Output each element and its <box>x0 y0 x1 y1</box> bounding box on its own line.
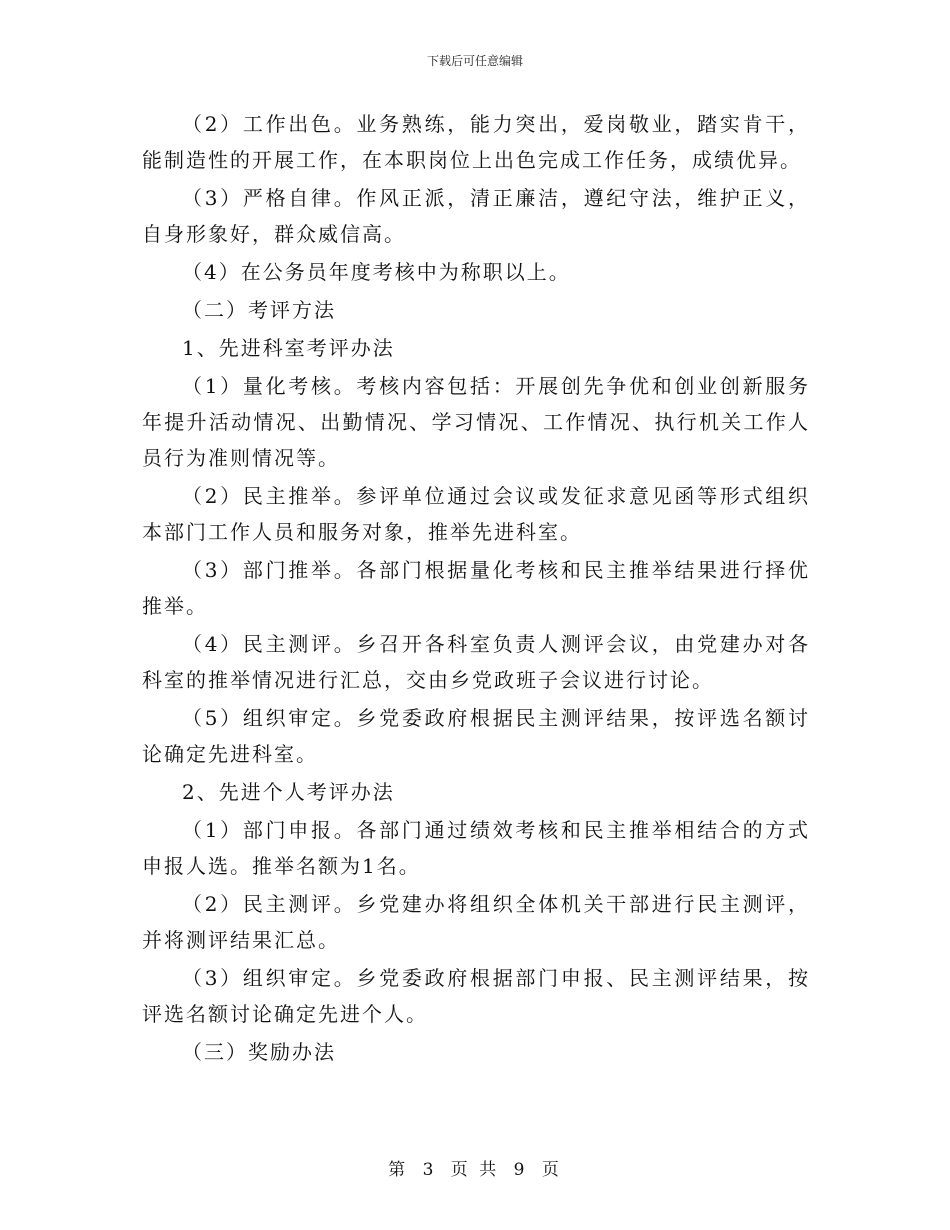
footer-prefix: 第 <box>388 1160 409 1180</box>
document-body <box>142 106 810 1070</box>
footer-suffix: 页 <box>541 1160 562 1180</box>
paragraph: （5）组织审定。乡党委政府根据民主测评结果，按评选名额讨论确定先进科室。 <box>142 706 810 766</box>
paragraph: （2）工作出色。业务熟练，能力突出，爱岗敬业，踏实肯干，能制造性的开展工作，在本职岗位上出色完成工作任务，成绩优异。 <box>142 112 810 172</box>
current-page-number: 3 <box>422 1160 437 1180</box>
total-page-count: 9 <box>513 1160 528 1180</box>
paragraph: （2）民主测评。乡党建办将组织全体机关干部进行民主测评，并将测评结果汇总。 <box>142 892 810 952</box>
paragraph: （4）在公务员年度考核中为称职以上。 <box>182 260 571 284</box>
paragraph: （3）部门推举。各部门根据量化考核和民主推举结果进行择优推举。 <box>142 558 810 618</box>
paragraph: （3）严格自律。作风正派，清正廉洁，遵纪守法，维护正义，自身形象好，群众威信高。 <box>142 186 810 246</box>
subsection-heading: 2、先进个人考评办法 <box>182 780 395 804</box>
page-header: 下载后可任意编辑 <box>426 54 523 68</box>
paragraph: （1）部门申报。各部门通过绩效考核和民主推举相结合的方式申报人选。推举名额为1名。 <box>142 818 810 878</box>
section-heading: （三）奖励办法 <box>182 1040 336 1064</box>
page-footer <box>0 1155 950 1180</box>
footer-middle: 页 共 <box>450 1160 500 1180</box>
paragraph: （4）民主测评。乡召开各科室负责人测评会议，由党建办对各科室的推举情况进行汇总，交由乡党政班子会议进行讨论。 <box>142 632 810 692</box>
section-heading: （二）考评方法 <box>182 298 336 322</box>
paragraph: （3）组织审定。乡党委政府根据部门申报、民主测评结果，按评选名额讨论确定先进个人。 <box>142 966 810 1026</box>
paragraph: （1）量化考核。考核内容包括：开展创先争优和创业创新服务年提升活动情况、出勤情况、学习情况、工作情况、执行机关工作人员行为准则情况等。 <box>142 374 810 470</box>
subsection-heading: 1、先进科室考评办法 <box>182 336 395 360</box>
paragraph: （2）民主推举。参评单位通过会议或发征求意见函等形式组织本部门工作人员和服务对象，推举先进科室。 <box>142 484 810 544</box>
